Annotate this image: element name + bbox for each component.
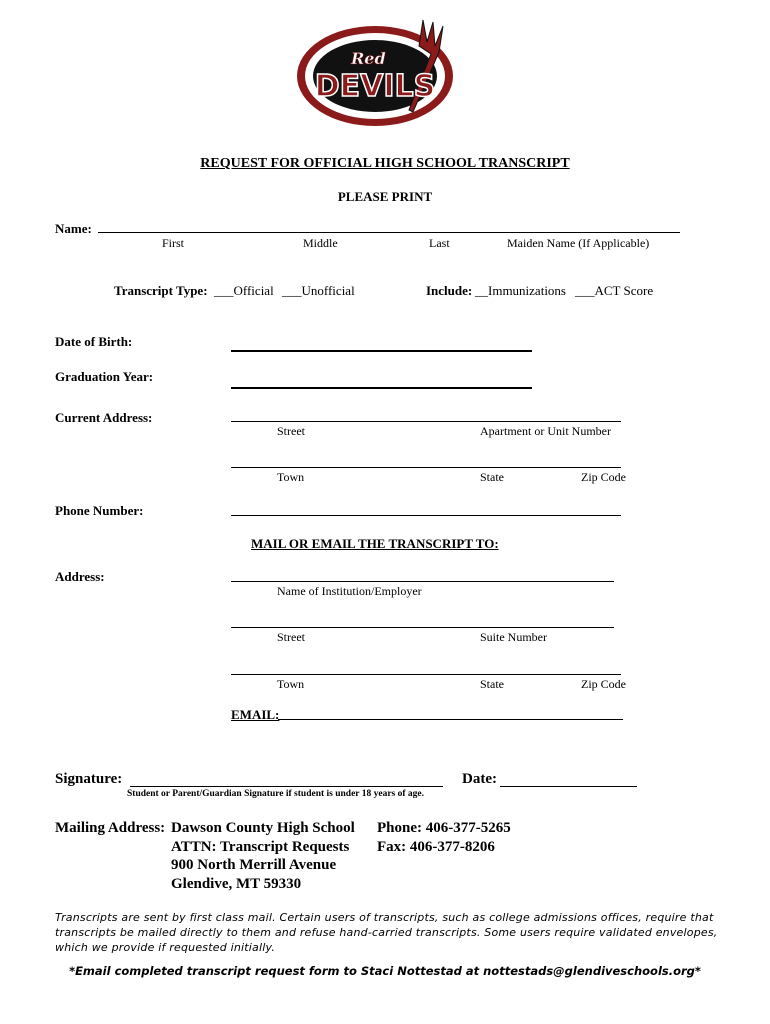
please-print: PLEASE PRINT xyxy=(337,189,433,204)
send-zip-caption: Zip Code xyxy=(581,677,626,691)
current-town-line[interactable] xyxy=(231,467,621,468)
send-street-caption: Street xyxy=(277,630,305,644)
send-suite-caption: Suite Number xyxy=(480,630,547,644)
immunizations-option[interactable]: __Immunizations xyxy=(475,283,566,298)
email-label: EMAIL: xyxy=(231,707,280,722)
current-address-label: Current Address: xyxy=(55,410,153,425)
current-street-line[interactable] xyxy=(231,421,621,422)
date-input-line[interactable] xyxy=(500,786,637,787)
signature-note: Student or Parent/Guardian Signature if student is under 18 years of age. xyxy=(127,789,424,799)
grad-year-input-line[interactable] xyxy=(231,387,532,389)
send-street-line[interactable] xyxy=(231,627,614,628)
name-maiden-caption: Maiden Name (If Applicable) xyxy=(507,236,650,250)
name-input-line[interactable] xyxy=(98,232,680,233)
institution-line[interactable] xyxy=(231,581,614,582)
include-label: Include: xyxy=(426,283,473,298)
school-fax: Fax: 406-377-8206 xyxy=(377,839,495,855)
institution-caption: Name of Institution/Employer xyxy=(277,584,422,598)
footer-note-line-2: transcripts be mailed directly to them and refuse hand-carried transcripts. Some users require validated envelopes, xyxy=(55,926,718,939)
mailing-line-3: 900 North Merrill Avenue xyxy=(171,857,337,873)
act-score-option[interactable]: ___ACT Score xyxy=(575,283,654,298)
school-logo xyxy=(293,12,468,130)
send-address-label: Address: xyxy=(55,569,105,584)
svg-text:Red: Red xyxy=(351,49,386,68)
dob-label: Date of Birth: xyxy=(55,334,133,349)
email-instruction: *Email completed transcript request form to Staci Nottestad at nottestads@glendiveschools.org* xyxy=(69,964,701,978)
send-state-caption: State xyxy=(480,677,504,691)
official-option[interactable]: ___Official xyxy=(214,283,274,298)
name-last-caption: Last xyxy=(429,236,450,250)
mailing-line-4: Glendive, MT 59330 xyxy=(171,876,302,892)
footer-note-line-1: Transcripts are sent by first class mail. Certain users of transcripts, such as college admissions offices, require that xyxy=(55,911,714,924)
current-street-caption: Street xyxy=(277,424,305,438)
current-apt-caption: Apartment or Unit Number xyxy=(480,424,611,438)
name-label: Name: xyxy=(55,221,92,236)
name-middle-caption: Middle xyxy=(303,236,338,250)
current-zip-caption: Zip Code xyxy=(581,470,626,484)
footer-note-line-3: which we provide if requested initially. xyxy=(55,941,276,954)
mailing-label: Mailing Address: xyxy=(55,820,166,836)
date-label: Date: xyxy=(462,771,497,787)
current-town-caption: Town xyxy=(277,470,305,484)
school-phone: Phone: 406-377-5265 xyxy=(377,820,511,836)
send-town-caption: Town xyxy=(277,677,305,691)
dob-input-line[interactable] xyxy=(231,350,532,352)
signature-line[interactable] xyxy=(130,786,443,787)
transcript-type-label: Transcript Type: xyxy=(114,283,208,298)
phone-input-line[interactable] xyxy=(231,515,621,516)
mail-heading: MAIL OR EMAIL THE TRANSCRIPT TO: xyxy=(251,536,499,551)
mailing-line-1: Dawson County High School xyxy=(171,820,355,836)
form-title: REQUEST FOR OFFICIAL HIGH SCHOOL TRANSCRIPT xyxy=(200,156,570,171)
send-town-line[interactable] xyxy=(231,674,621,675)
signature-label: Signature: xyxy=(55,771,123,787)
svg-text:DEVILS: DEVILS xyxy=(314,69,436,104)
name-first-caption: First xyxy=(162,236,185,250)
email-input-line[interactable] xyxy=(278,719,623,720)
mailing-line-2: ATTN: Transcript Requests xyxy=(171,839,350,855)
grad-year-label: Graduation Year: xyxy=(55,369,154,384)
current-state-caption: State xyxy=(480,470,504,484)
phone-label: Phone Number: xyxy=(55,503,144,518)
unofficial-option[interactable]: ___Unofficial xyxy=(282,283,355,298)
